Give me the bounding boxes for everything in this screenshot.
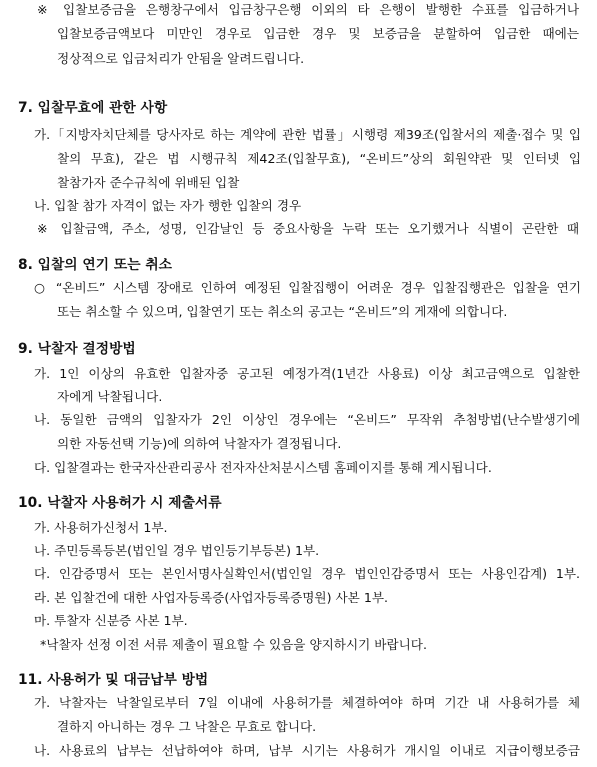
section-8-heading: 8. 입찰의 연기 또는 취소 bbox=[18, 257, 173, 273]
section-7-item-na: 나. 입찰 참가 자격이 없는 자가 행한 입찰의 경우 bbox=[34, 198, 302, 213]
note-top-line-3: 정상적으로 입금처리가 안됨을 알려드립니다. bbox=[57, 51, 305, 66]
section-9-item-na-line-2: 의한 자동선택 기능)에 의하여 낙찰자가 결정됩니다. bbox=[57, 436, 342, 451]
section-9-item-ga-line-2: 자에게 낙찰됩니다. bbox=[57, 389, 163, 404]
section-9-heading: 9. 낙찰자 결정방법 bbox=[18, 341, 136, 357]
section-11-item-ga-line-1: 가. 낙찰자는 낙찰일로부터 7일 이내에 사용허가를 체결하여야 하며 기간 내 사용허가를 체 bbox=[34, 695, 580, 710]
section-10-item-ma: 마. 투찰자 신분증 사본 1부. bbox=[34, 613, 188, 628]
section-8-line-2: 또는 취소할 수 있으며, 입찰연기 또는 취소의 공고는 “온비드”의 게재에 의합니다. bbox=[57, 304, 508, 319]
section-9-item-da: 다. 입찰결과는 한국자산관리공사 전자자산처분시스템 홈페이지를 통해 게시됩니다. bbox=[34, 460, 492, 475]
note-top-line-1: ※ 입찰보증금을 은행창구에서 입금창구은행 이외의 타 은행이 발행한 수표를 입금하거나 bbox=[37, 2, 579, 17]
section-10-heading: 10. 낙찰자 사용허가 시 제출서류 bbox=[18, 495, 222, 511]
section-10-item-da: 다. 인감증명서 또는 본인서명사실확인서(법인일 경우 법인인감증명서 또는 사용인감계) 1부. bbox=[34, 566, 580, 581]
note-top-line-2: 입찰보증금액보다 미만인 경우로 입금한 경우 및 보증금을 분할하여 입금한 때에는 bbox=[57, 26, 579, 41]
section-9-item-na-line-1: 나. 동일한 금액의 입찰자가 2인 이상인 경우에는 “온비드” 무작위 추첨방법(난수발생기에 bbox=[34, 412, 580, 427]
section-11-item-na-line-1: 나. 사용료의 납부는 선납하여야 하며, 납부 시기는 사용허가 개시일 이내로 지급이행보증금 bbox=[34, 743, 580, 758]
section-7-note: ※ 입찰금액, 주소, 성명, 인감날인 등 중요사항을 누락 또는 오기했거나 식별이 곤란한 때 bbox=[37, 221, 579, 236]
section-7-item-ga-line-1: 가.「지방자치단체를 당사자로 하는 계약에 관한 법률」시행령 제39조(입찰서의 제출·접수 및 입 bbox=[34, 127, 581, 142]
section-11-heading: 11. 사용허가 및 대금납부 방법 bbox=[18, 672, 209, 688]
section-10-item-na: 나. 주민등록등본(법인일 경우 법인등기부등본) 1부. bbox=[34, 543, 320, 558]
section-10-item-ra: 라. 본 입찰건에 대한 사업자등록증(사업자등록증명원) 사본 1부. bbox=[34, 590, 389, 605]
section-7-heading: 7. 입찰무효에 관한 사항 bbox=[18, 100, 168, 116]
section-7-item-ga-line-3: 찰참가자 준수규칙에 위배된 입찰 bbox=[57, 175, 240, 190]
section-9-item-ga-line-1: 가. 1인 이상의 유효한 입찰자중 공고된 예정가격(1년간 사용료) 이상 최고금액으로 입찰한 bbox=[34, 366, 580, 381]
section-8-line-1: ○ “온비드” 시스템 장애로 인하여 예정된 입찰집행이 어려운 경우 입찰집행관은 입찰을 연기 bbox=[34, 280, 581, 295]
section-7-item-ga-line-2: 찰의 무효), 같은 법 시행규칙 제42조(입찰무효), “온비드”상의 회원약관 및 인터넷 입 bbox=[57, 151, 581, 166]
section-10-item-ga: 가. 사용허가신청서 1부. bbox=[34, 520, 168, 535]
section-10-note: *낙찰자 선정 이전 서류 제출이 필요할 수 있음을 양지하시기 바랍니다. bbox=[40, 637, 427, 652]
section-11-item-ga-line-2: 결하지 아니하는 경우 그 낙찰은 무효로 합니다. bbox=[57, 719, 317, 734]
